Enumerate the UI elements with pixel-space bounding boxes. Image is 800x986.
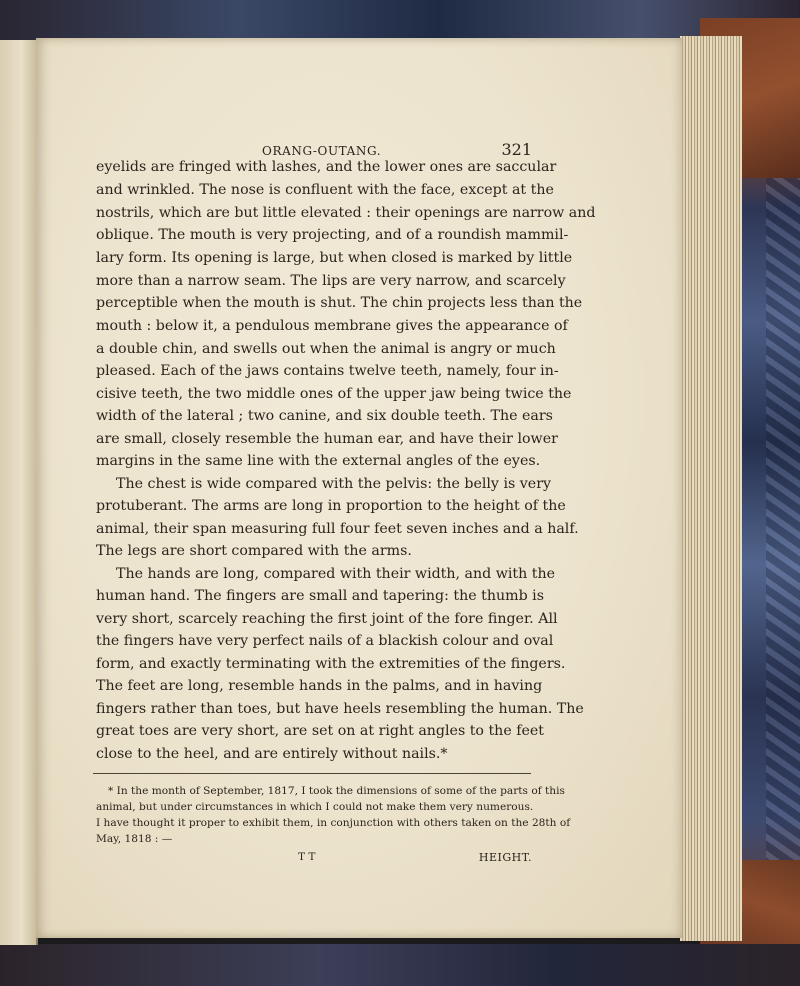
footnote-line: May, 1818 : — xyxy=(96,833,173,845)
footnote-line: animal, but under circumstances in which I could not make them very numerous. xyxy=(96,801,534,813)
body-line: fingers rather than toes, but have heels resembling the human. The xyxy=(96,701,584,717)
body-line: are small, closely resemble the human ear, and have their lower xyxy=(96,431,558,447)
body-line: great toes are very short, are set on at right angles to the feet xyxy=(96,723,544,739)
body-line: oblique. The mouth is very projecting, and of a roundish mammil- xyxy=(96,227,569,243)
body-line: form, and exactly terminating with the extremities of the fingers. xyxy=(96,656,566,672)
body-line: and wrinkled. The nose is confluent with the face, except at the xyxy=(96,182,554,198)
footnote-rule xyxy=(93,773,531,774)
body-line: animal, their span measuring full four feet seven inches and a half. xyxy=(96,521,579,537)
body-line: human hand. The fingers are small and tapering: the thumb is xyxy=(96,588,544,604)
catchword: HEIGHT. xyxy=(478,851,532,864)
page-block-edges xyxy=(680,36,742,941)
body-line: a double chin, and swells out when the animal is angry or much xyxy=(96,341,556,357)
body-line: The legs are short compared with the arms. xyxy=(96,543,412,559)
facing-page-edge xyxy=(0,40,38,945)
body-line: the fingers have very perfect nails of a blackish colour and oval xyxy=(96,633,554,649)
body-line: nostrils, which are but little elevated : their openings are narrow and xyxy=(96,205,596,221)
footnote-line: * In the month of September, 1817, I took the dimensions of some of the parts of this xyxy=(108,785,565,797)
body-line: cisive teeth, the two middle ones of the upper jaw being twice the xyxy=(96,386,572,402)
body-line: The feet are long, resemble hands in the palms, and in having xyxy=(96,678,543,694)
running-title: ORANG-OUTANG. xyxy=(262,144,382,158)
body-line: protuberant. The arms are long in proportion to the height of the xyxy=(96,498,566,514)
body-line: mouth : below it, a pendulous membrane gives the appearance of xyxy=(96,318,568,334)
page-number: 321 xyxy=(501,140,532,159)
body-line: pleased. Each of the jaws contains twelve teeth, namely, four in- xyxy=(96,363,559,379)
signature-mark: T T xyxy=(298,851,316,863)
book-cover-bottom-edge xyxy=(0,944,800,986)
paragraph-first-line: The chest is wide compared with the pelvis: the belly is very xyxy=(116,476,551,492)
book-cover-top-edge xyxy=(0,0,800,40)
body-line: lary form. Its opening is large, but when closed is marked by little xyxy=(96,250,573,266)
body-line: close to the heel, and are entirely without nails.* xyxy=(96,746,448,762)
body-line: eyelids are fringed with lashes, and the lower ones are saccular xyxy=(96,159,557,175)
paragraph-first-line: The hands are long, compared with their width, and with the xyxy=(116,566,555,582)
body-line: more than a narrow seam. The lips are very narrow, and scarcely xyxy=(96,273,566,289)
body-line: margins in the same line with the external angles of the eyes. xyxy=(96,453,541,469)
body-line: perceptible when the mouth is shut. The chin projects less than the xyxy=(96,295,583,311)
body-line: width of the lateral ; two canine, and six double teeth. The ears xyxy=(96,408,553,424)
body-line: very short, scarcely reaching the first joint of the fore finger. All xyxy=(96,611,558,627)
footnote-line: I have thought it proper to exhibit them, in conjunction with others taken on the 28th of xyxy=(96,817,571,829)
